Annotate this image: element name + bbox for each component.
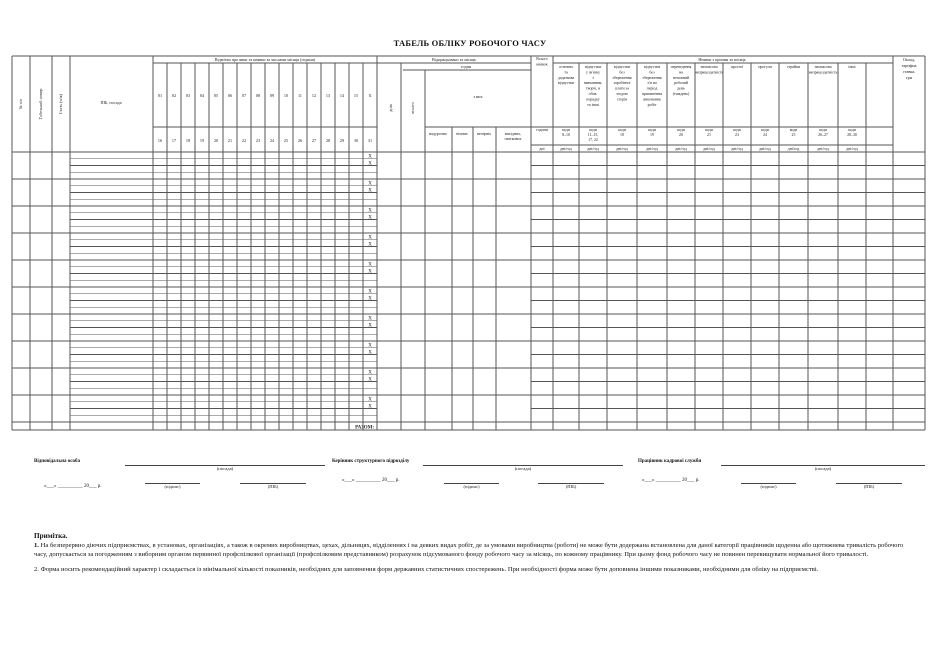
absence-col-name: простої [730,65,744,69]
notes-heading: Примітка. [34,532,68,540]
absence-col-code: коди [789,128,798,132]
day-label: Х [368,93,372,98]
day-label: 10 [283,93,289,98]
total-label: всього [410,102,415,114]
x-mark: Х [368,289,372,295]
day-label: 14 [339,93,345,98]
day-label: 26 [297,138,303,143]
absence-col-name: сторін [616,97,628,102]
day-label: 30 [353,138,359,143]
absence-col-code: коди [848,128,856,132]
absence-col-unit: дні/год [817,147,829,151]
day-label: 12 [311,93,317,98]
x-mark: Х [368,397,372,403]
days-label: днів [388,104,393,112]
absence-col-name: тимчасова [700,65,718,69]
absence-col-code: коди [705,128,713,132]
unit-head-name-caption: (ПІБ) [565,484,577,489]
worked-sub-header: надурочно [429,131,447,136]
absence-col-unit: дні/год [646,147,658,151]
note-1 [34,542,914,559]
unit-head-date[interactable]: «___» __________ 20___ р. [342,478,400,483]
x-mark: Х [368,235,372,241]
day-label: 23 [255,138,261,143]
note-1-text: На безперервно діючих підприємствах, в установах, організаціях, а також в окремих виробництвах, цехах, дільницях, відділеннях і на деяких видах робіт, де за умовами виробництва (роботи) не може бути додержана встановлена для даної категорії працівників щоденна або щотижнева тривалість робочого часу, допускається за погодженням з виборним органом первинної профспілкової організації (профспілковим представником) розрахунок підсумованого фонду робочого часу за місяць, по кожному працівнику. При цьому фонд робочого часу не повинен перевищувати нормальної його тривалості. [34,542,904,558]
absence-col-name: непрацездатність [694,70,724,75]
rate-header: Оклад, [902,57,916,62]
absence-col-name: тимчасова [814,65,832,69]
absence-col-code: коди [648,128,656,132]
absence-col-unit: дні [539,147,545,151]
x-mark: Х [368,188,372,194]
absence-col-code: коди [677,128,685,132]
absence-col-name: день [677,86,685,91]
unit-head-signature-caption: (підпис) [463,484,480,489]
responsible-name-caption: (ПІБ) [267,484,279,489]
col-num-header: № п/п [18,98,23,110]
of-them-label: з них [473,94,483,99]
x-mark: Х [368,154,372,160]
absence-col-name: творчі, в [585,86,601,91]
hr-worker-label: Працівник кадрової служби [638,459,702,464]
hr-signature-caption: (підпис) [760,484,777,489]
rate-header: ставка, [902,69,916,74]
x-mark: Х [368,181,372,187]
worked-sub-header: вечірніх [477,131,491,136]
absence-col-name: відпустки [613,65,631,69]
hr-name-caption: (ПІБ) [863,484,875,489]
absence-col-name: з/п на [647,81,657,86]
absence-col-name: відпустки [584,65,602,69]
absence-col-unit: дні/год [731,147,743,151]
absence-col-code: 28–30 [847,133,857,137]
absence-col-name: інші [848,65,856,69]
absence-col-code: 19 [650,133,654,137]
absence-col-name: виконання [643,97,661,102]
absence-header: Неявки з причин за місяць [698,57,746,62]
absence-col-name: прогули [758,65,772,69]
absence-col-code: 21 [707,133,711,137]
absence-col-name: з [592,75,594,80]
absence-col-code: 18 [620,133,624,137]
day-label: 18 [185,138,191,143]
x-mark: Х [368,242,372,248]
day-label: 28 [325,138,331,143]
worked-header: Відпрацьовано за місяць [432,57,476,62]
absence-col-name: робіт [647,102,657,107]
day-label: 29 [339,138,345,143]
absence-col-name: страйки [786,65,801,69]
absence-col-name: неповний [673,75,689,80]
day-label: 06 [227,93,233,98]
absence-col-code: 20 [679,133,683,137]
hr-date[interactable]: «___» __________ 20___ р. [642,478,700,483]
note-2: 2. Форма носить рекомендаційний характер і складається із мінімальної кількості показників, необхідних для заповнення форм державних статистичних спостережень. При необхідності форма може бути доповнена іншими показниками, необхідними для обліку на підприємстві. [34,565,819,573]
note-1-number: 1. [34,542,39,550]
absence-col-unit: дні/год [787,147,800,151]
absence-col-name: непрацездатність [808,70,838,75]
x-mark: Х [368,269,372,275]
x-mark: Х [368,343,372,349]
absence-col-name: обов. [588,92,598,96]
absence-col-unit: дні/год [759,147,771,151]
x-mark: Х [368,296,372,302]
day-label: 25 [283,138,289,143]
absence-col-code: 17, 22 [588,138,598,142]
absence-col-name: на [679,70,683,75]
absence-col-code: коди [819,128,827,132]
day-label: 02 [171,93,177,98]
absence-col-unit: дні/год [703,147,715,151]
day-label: 17 [171,138,177,143]
absence-col-name: неявок [536,62,548,67]
day-label: 19 [199,138,205,143]
col-name-header: ПІБ, посада [100,100,122,105]
day-label: 07 [241,93,247,98]
absence-col-code: години [536,128,548,132]
absence-col-code: 24 [763,133,767,137]
x-mark: Х [368,161,372,167]
unit-head-label: Керівник структурного підрозділу [332,459,410,464]
col-tabnum-header: Табельний номер [38,88,43,120]
x-mark: Х [368,262,372,268]
absence-col-name: у зв'язку [585,70,601,75]
day-label: 01 [157,93,163,98]
responsible-signature-caption: (підпис) [164,484,181,489]
absence-col-code: коди [733,128,741,132]
day-label: 21 [227,138,233,143]
absence-col-code: коди [589,128,597,132]
form-title: ТАБЕЛЬ ОБЛІКУ РОБОЧОГО ЧАСУ [393,38,547,48]
absence-col-name: основна [559,65,573,69]
absence-col-name: Всього [536,57,548,61]
day-label: 03 [185,93,191,98]
absence-col-name: плати за [615,86,629,91]
day-label: 13 [325,93,331,98]
notes-section [34,532,914,581]
hr-position-caption: (посада) [814,466,832,471]
day-label: 15 [353,93,359,98]
absence-col-name: та інші [587,102,599,107]
absence-col-unit: дні/год [675,147,687,151]
day-label: 09 [269,93,275,98]
responsible-label: Відповідальна особа [34,459,80,464]
rate-header: грн [905,75,913,80]
absence-col-name: переведення [670,65,692,69]
x-mark: Х [368,404,372,410]
absence-col-code: 11–15, [587,133,599,137]
absence-col-code: коди [618,128,626,132]
absence-col-name: навчанням, [583,81,603,86]
absence-col-code: 23 [735,133,739,137]
rate-header: тарифна [901,63,917,68]
worked-sub-header: вихідних, [504,131,522,136]
absence-col-name: порядку [586,97,600,102]
absence-col-name: відпустки [643,65,661,69]
x-mark: Х [368,215,372,221]
absence-col-name: період [646,86,658,91]
absence-col-name: припинення [641,92,663,96]
absence-col-unit: дні/год [616,147,628,151]
x-mark: Х [368,316,372,322]
responsible-position-caption: (посада) [216,466,234,471]
day-label: 27 [311,138,317,143]
marks-header: Відмітки про явки та неявки за числами місяця (години) [214,57,316,62]
total-row-label: РАЗОМ: [355,425,374,431]
absence-col-name: відпустки [557,81,575,86]
worked-sub-header: нічних [456,131,468,136]
absence-col-name: збереження [642,75,662,80]
day-label: 20 [213,138,219,143]
day-label: 04 [199,93,205,98]
absence-col-unit: дні/год [560,147,572,151]
responsible-date[interactable]: «___» __________ 20___ р. [44,484,102,489]
x-mark: Х [368,350,372,356]
day-label: 22 [241,138,247,143]
x-mark: Х [368,208,372,214]
absence-col-code: коди [562,128,570,132]
absence-col-name: без [649,70,655,75]
absence-col-name: заробітної [613,81,631,86]
day-label: 31 [367,138,373,143]
absence-col-code: 8–10 [562,133,570,137]
absence-col-code: 26–27 [818,133,828,137]
hours-label: годин [460,64,472,69]
worked-sub-header: святкових [504,136,522,141]
x-mark: Х [368,370,372,376]
absence-col-name: збереження [612,75,632,80]
unit-head-position-caption: (посада) [514,466,532,471]
absence-col-name: додаткова [557,75,575,80]
absence-col-name: згодою [616,92,628,96]
day-label: 24 [269,138,275,143]
day-label: 16 [157,138,163,143]
absence-col-name: та [564,70,568,75]
day-label: 08 [255,93,261,98]
day-label: 11 [297,93,303,98]
absence-col-name: без [619,70,625,75]
absence-col-code: коди [761,128,769,132]
absence-col-code: 25 [791,133,796,137]
absence-col-unit: дні/год [846,147,858,151]
x-mark: Х [368,323,372,329]
absence-col-name: (тиждень) [672,92,690,96]
absence-col-unit: дні/год [587,147,599,151]
absence-col-name: робочий [674,81,688,86]
col-sex-header: Стать (ч/ж) [58,93,63,115]
x-mark: Х [368,377,372,383]
day-label: 05 [213,93,219,98]
